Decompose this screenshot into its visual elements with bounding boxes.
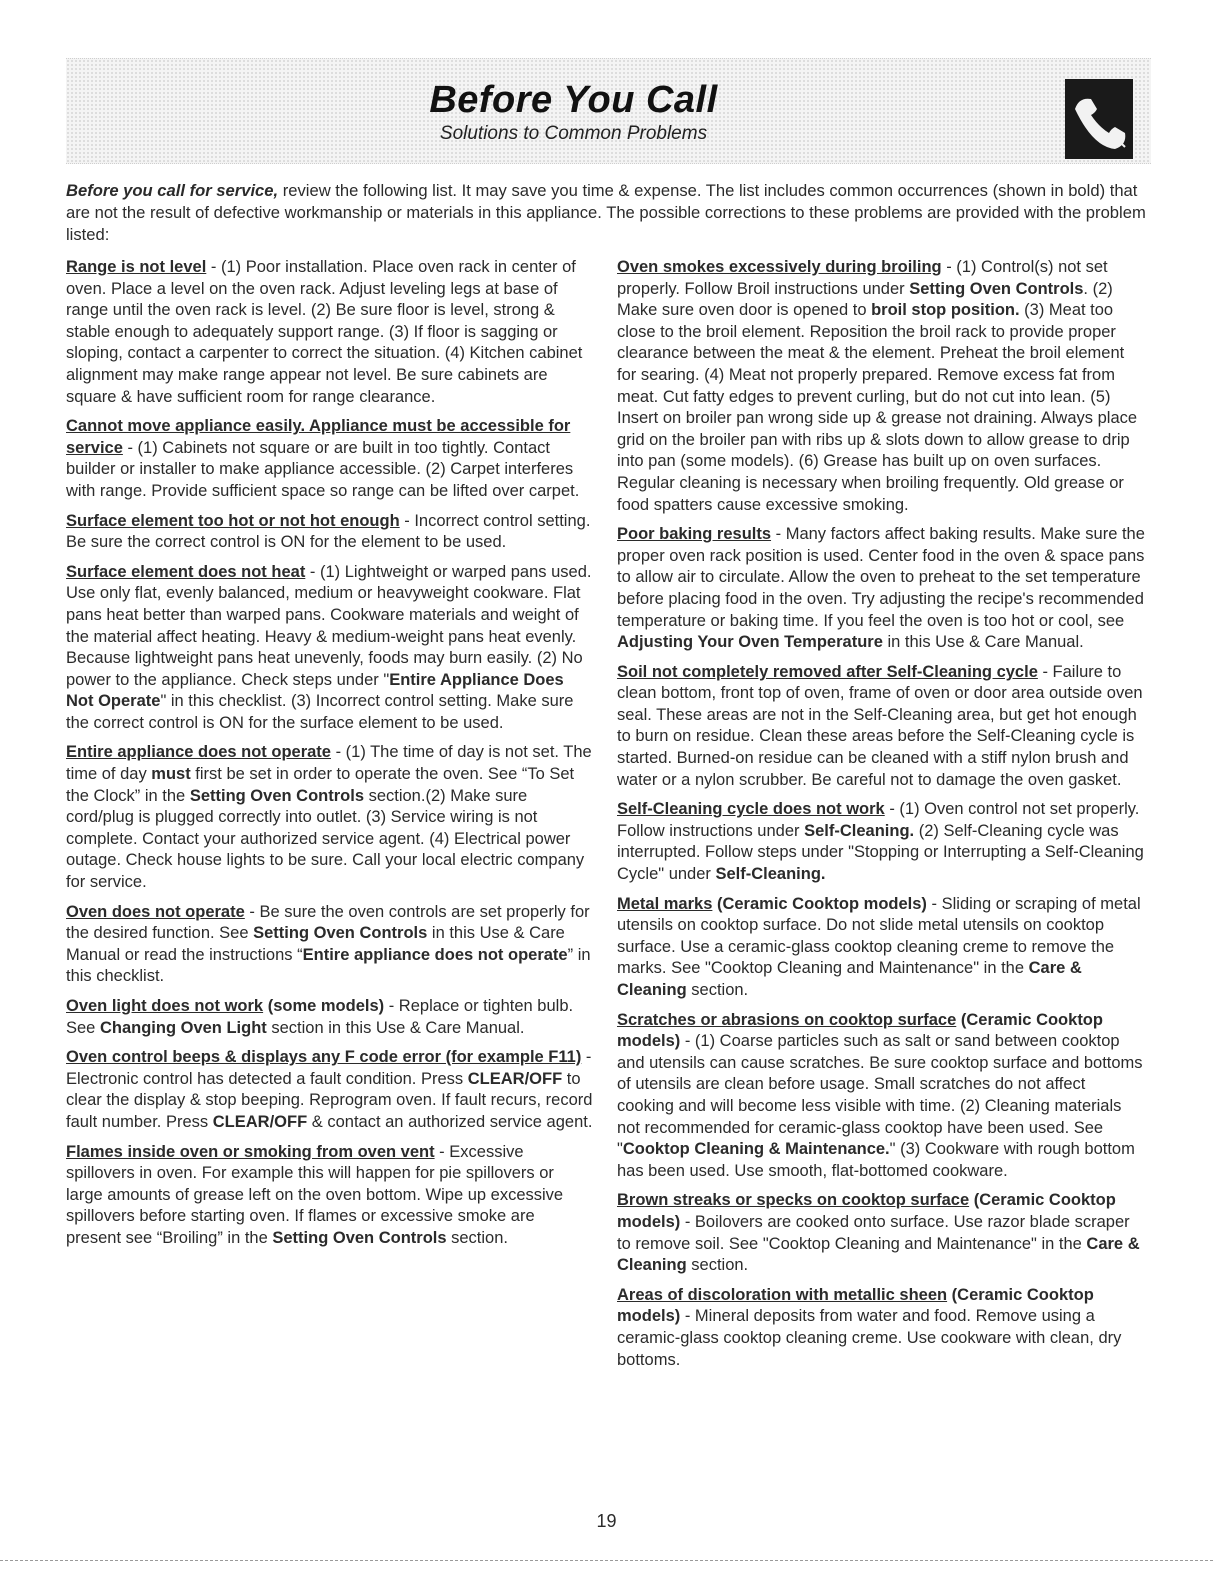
entry-heading: Self-Cleaning cycle does not work (617, 800, 885, 819)
right-column (617, 257, 1145, 1379)
entry-heading: Cannot move appliance easily. Appliance must be accessible for service (66, 417, 571, 457)
entry-metal-marks: Metal marks (Ceramic Cooktop models) - Sliding or scraping of metal utensils on cooktop surface. Do not slide metal utensils on cooktop surface. Use a ceramic-glass cooktop cleaning creme to remove the marks. See "Cooktop Cleaning and Maintenance" in the Care & Cleaning section. (617, 894, 1141, 999)
entry-entire-appliance: Entire appliance does not operate - (1) The time of day is not set. The time of day must first be set in order to operate the oven. See “To Set the Clock” in the Setting Oven Controls section.(2) Make sure cord/plug is plugged correctly into outlet. (3) Service wiring is not complete. Contact your authorized service agent. (4) Electrical power outage. Check house lights to be sure. Call your local electric company for service. (66, 743, 592, 892)
header-banner (66, 58, 1151, 164)
phone-icon (1065, 79, 1133, 159)
entry-scratches: Scratches or abrasions on cooktop surface (Ceramic Cooktop models) - (1) Coarse particles such as salt or sand between cooktop and utensils can cause scratches. Be sure cooktop surface and bottoms of utensils are clean before usage. Small scratches do not affect cooking and will become less visible with time. (2) Cleaning materials not recommended for ceramic-glass cooktop have been used. See "Cooktop Cleaning & Maintenance." (3) Cookware with rough bottom has been used. Use smooth, flat-bottomed cookware. (617, 1010, 1143, 1180)
entry-heading: Oven smokes excessively during broiling (617, 258, 942, 276)
entry-heading: Soil not completely removed after Self-Cleaning cycle (617, 662, 1038, 681)
entry-self-clean-not-work: Self-Cleaning cycle does not work - (1) Oven control not set properly. Follow instructions under Self-Cleaning. (2) Self-Cleaning cycle was interrupted. Follow steps under "Stopping or Interrupting a Self-Cleaning Cycle" under Self-Cleaning. (617, 800, 1144, 884)
page-number: 19 (596, 1511, 617, 1531)
entry-surface-element-no-heat: Surface element does not heat - (1) Lightweight or warped pans used. Use only flat, evenly balanced, medium or heavyweight cookware. Flat pans heat better than warped pans. Cookware materials and weight of the material affect heating. Heavy & medium-weight pans heat evenly. Because lightweight pans heat unevenly, foods may burn easily. (2) No power to the appliance. Check steps under "Entire Appliance Does Not Operate" in this checklist. (3) Incorrect control setting. Make sure the correct control is ON for the surface element to be used. (66, 562, 592, 732)
entry-heading: Range is not level (66, 258, 207, 276)
entry-heading: Oven control beeps & displays any F code error (for example F11) (66, 1048, 582, 1067)
entry-heading: Poor baking results (617, 525, 772, 544)
entry-heading: Surface element does not heat (66, 562, 306, 581)
entry-heading: Flames inside oven or smoking from oven vent (66, 1142, 435, 1161)
entry-heading: Oven light does not work (66, 997, 264, 1015)
bottom-rule (0, 1560, 1213, 1562)
page-title: Before You Call (429, 79, 718, 121)
entry-oven-light: Oven light does not work (some models) - Replace or tighten bulb. See Changing Oven Light section in this Use & Care Manual. (66, 997, 574, 1037)
entry-range-not-level: Range is not level - (1) Poor installation. Place oven rack in center of oven. Place a level on the oven rack. Adjust leveling legs at base of range until the oven rack is level. (2) Be sure floor is level, strong & stable enough to adequately support range. (3) If floor is sagging or sloping, contact a carpenter to correct the situation. (4) Kitchen cabinet alignment may make range appear not level. Be sure cabinets are square & have sufficient room for range clearance. (66, 258, 583, 406)
entry-oven-not-operate: Oven does not operate - Be sure the oven controls are set properly for the desired function. See Setting Oven Controls in this Use & Care Manual or read the instructions “Entire appliance does not operate” in this checklist. (66, 902, 591, 986)
entry-discoloration: Areas of discoloration with metallic sheen (Ceramic Cooktop models) - Mineral deposits from water and food. Remove using a ceramic-glass cooktop cleaning creme. Use cookware with clean, dry bottoms. (617, 1285, 1122, 1369)
entry-poor-baking: Poor baking results - Many factors affect baking results. Make sure the proper oven rack position is used. Center food in the oven & space pans to allow air to circulate. Allow the oven to preheat to the set temperature before placing food in the oven. Try adjusting the recipe's recommended temperature or baking time. If you feel the oven is too hot or cool, see Adjusting Your Oven Temperature in this Use & Care Manual. (617, 525, 1145, 652)
intro-lead: Before you call for service, (66, 181, 279, 200)
entry-heading: Areas of discoloration with metallic sheen (617, 1285, 948, 1304)
entry-cannot-move-appliance: Cannot move appliance easily. Appliance must be accessible for service - (1) Cabinets not square or are built in too tightly. Contact builder or installer to make appliance accessible. (2) Carpet interferes with range. Provide sufficient space so range can be lifted over carpet. (66, 417, 580, 500)
entry-heading: Entire appliance does not operate (66, 743, 331, 762)
entry-f-code-error: Oven control beeps & displays any F code error (for example F11) - Electronic control has detected a fault condition. Press CLEAR/OFF to clear the display & stop beeping. Reprogram oven. If fault recurs, record fault number. Press CLEAR/OFF & contact an authorized service agent. (66, 1048, 593, 1131)
intro-text: review the following list. It may save you time & expense. The list includes common occurrences (shown in bold) that are not the result of defective workmanship or materials in this appliance. The possible corrections to these problems are provided with the problem listed: (66, 181, 1146, 244)
entry-heading: Scratches or abrasions on cooktop surface (617, 1010, 957, 1029)
entry-heading: Metal marks (617, 894, 713, 913)
entry-surface-element-temp: Surface element too hot or not hot enough - Incorrect control setting. Be sure the correct control is ON for the element to be used. (66, 511, 591, 552)
intro-paragraph (66, 180, 1146, 246)
entry-soil-not-removed: Soil not completely removed after Self-Cleaning cycle - Failure to clean bottom, front top of oven, frame of oven or door area outside oven seal. These areas are not in the Self-Cleaning area, but get hot enough to burn on residue. Clean these areas before the Self-Cleaning cycle is started. Burned-on residue can be cleaned with a stiff nylon brush and water or a nylon scrubber. Be careful not to damage the oven gasket. (617, 662, 1143, 789)
entry-brown-streaks: Brown streaks or specks on cooktop surface (Ceramic Cooktop models) - Boilovers are cooked onto surface. Use razor blade scraper to remove soil. See "Cooktop Cleaning and Maintenance" in the Care & Cleaning section. (617, 1191, 1140, 1275)
entry-heading: Surface element too hot or not hot enough (66, 511, 400, 530)
left-column (66, 257, 594, 1258)
entry-heading: Oven does not operate (66, 902, 245, 921)
entry-oven-smokes: Oven smokes excessively during broiling - (1) Control(s) not set properly. Follow Broil instructions under Setting Oven Controls. (2) Make sure oven door is opened to broil stop position. (3) Meat too close to the broil element. Reposition the broil rack to provide proper clearance between the meat & the element. Preheat the broil element for searing. (4) Meat not properly prepared. Remove excess fat from meat. Cut fatty edges to prevent curling, but do not cut into lean. (5) Insert on broiler pan wrong side up & grease not draining. Always place grid on the broiler pan with ribs up & slots down to allow grease to drip into pan (some models). (6) Grease has built up on oven surfaces. Regular cleaning is necessary when broiling frequently. Old grease or food spatters cause excessive smoking. (617, 258, 1138, 514)
entry-heading: Brown streaks or specks on cooktop surface (617, 1191, 970, 1210)
page-subtitle: Solutions to Common Problems (439, 123, 708, 144)
entry-flames-smoking: Flames inside oven or smoking from oven vent - Excessive spillovers in oven. For example this will happen for pie spillovers or large amounts of grease left on the oven bottom. Wipe up excessive spillovers before starting oven. If flames or excessive smoke are present see “Broiling” in the Setting Oven Controls section. (66, 1142, 564, 1247)
